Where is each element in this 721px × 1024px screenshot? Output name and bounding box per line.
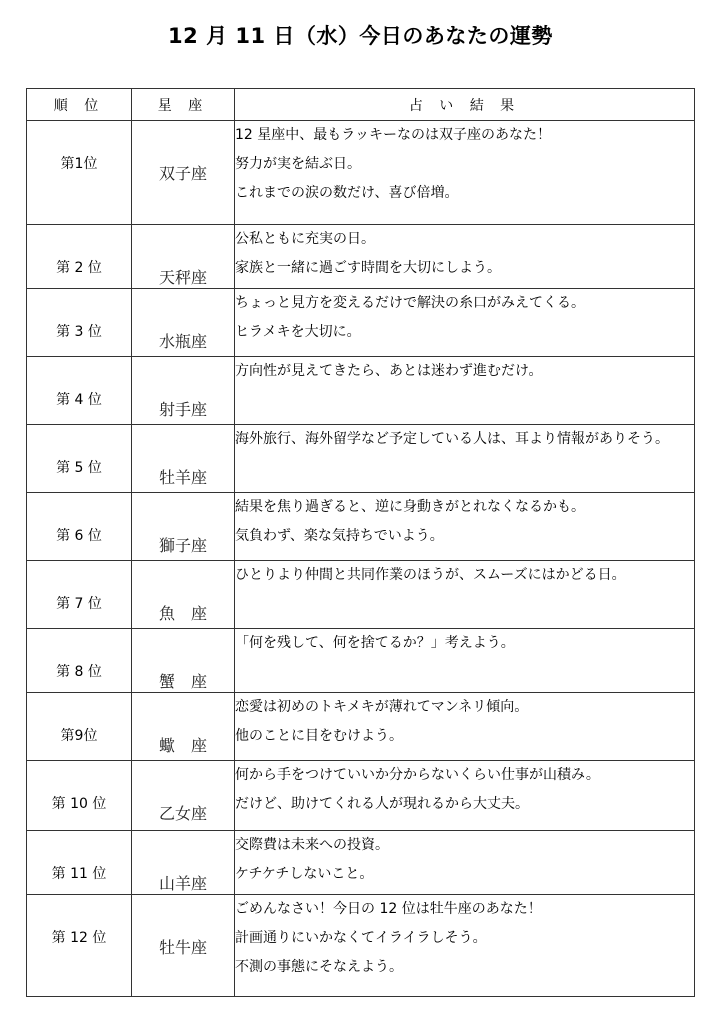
result-line: ケチケチしないこと。 [235,866,374,882]
table-row [27,121,695,225]
rank-label: 第 2 位 [56,260,102,276]
rank-cell [27,831,132,895]
result-line: 恋愛は初めのトキメキが薄れてマンネリ傾向。 [235,699,529,715]
sign-cell [132,425,235,493]
result-line: だけど、助けてくれる人が現れるから大丈夫。 [235,796,529,812]
rank-cell [27,121,132,225]
table-row [27,357,695,425]
sign-label: 乙女座 [158,804,207,823]
result-cell [235,289,695,357]
result-line: 計画通りにいかなくてイライラしそう。 [235,930,487,946]
rank-label: 第 12 位 [51,930,107,946]
sign-label: 蠍 座 [158,736,207,755]
result-line: 何から手をつけていいか分からないくらい仕事が山積み。 [235,767,600,783]
result-line: 交際費は未来への投資。 [235,837,389,853]
result-cell [235,761,695,831]
result-line: 結果を焦り過ぎると、逆に身動きがとれなくなるかも。 [235,499,585,515]
result-cell [235,425,695,493]
result-line: 不測の事態にそなえよう。 [235,959,403,975]
rank-cell [27,693,132,761]
rank-cell [27,225,132,289]
sign-label: 牡牛座 [158,938,207,957]
sign-cell [132,121,235,225]
rank-cell [27,895,132,997]
rank-label: 第 11 位 [51,866,107,882]
rank-cell [27,629,132,693]
header-sign: 星 座 [132,89,235,121]
sign-cell [132,629,235,693]
table-row [27,629,695,693]
result-line: ちょっと見方を変えるだけで解決の糸口がみえてくる。 [235,295,585,311]
result-cell [235,561,695,629]
table-row [27,561,695,629]
header-result: 占 い 結 果 [235,89,695,121]
rank-cell [27,357,132,425]
rank-label: 第 5 位 [56,460,102,476]
result-cell [235,831,695,895]
sign-label: 射手座 [158,400,207,419]
sign-cell [132,761,235,831]
page-title: 12 月 11 日（水）今日のあなたの運勢 [168,24,553,48]
sign-cell [132,895,235,997]
result-line: 12 星座中、最もラッキーなのは双子座のあなた！ [235,127,551,143]
table-row [27,831,695,895]
result-line: 他のことに目をむけよう。 [235,728,403,744]
rank-cell [27,425,132,493]
result-cell [235,693,695,761]
sign-label: 牡羊座 [158,468,207,487]
result-cell [235,357,695,425]
result-cell [235,225,695,289]
result-line: ヒラメキを大切に。 [235,324,361,340]
rank-cell [27,561,132,629]
sign-cell [132,357,235,425]
rank-cell [27,761,132,831]
table-row [27,895,695,997]
rank-label: 第 7 位 [56,596,102,612]
rank-label: 第 3 位 [56,324,102,340]
result-cell [235,493,695,561]
result-line: 海外旅行、海外留学など予定している人は、耳より情報がありそう。 [235,431,669,447]
rank-cell [27,493,132,561]
table-row [27,425,695,493]
sign-label: 獅子座 [158,536,207,555]
sign-cell [132,493,235,561]
sign-cell [132,693,235,761]
fortune-table [26,88,695,997]
result-line: これまでの涙の数だけ、喜び倍増。 [235,185,459,201]
result-line: 家族と一緒に過ごす時間を大切にしよう。 [235,260,501,276]
sign-label: 山羊座 [158,874,207,893]
sign-label: 魚 座 [158,604,207,623]
sign-label: 天秤座 [158,268,207,287]
table-row [27,493,695,561]
header-rank: 順 位 [27,89,132,121]
rank-label: 第 6 位 [56,528,102,544]
result-line: 「何を残して、何を捨てるか？」考えよう。 [235,635,515,651]
result-line: 努力が実を結ぶ日。 [235,156,361,172]
result-line: ひとりより仲間と共同作業のほうが、スムーズにはかどる日。 [235,567,626,583]
sign-cell [132,831,235,895]
sign-cell [132,289,235,357]
rank-label: 第 8 位 [56,664,102,680]
sign-cell [132,561,235,629]
table-row [27,761,695,831]
rank-cell [27,289,132,357]
sign-cell [132,225,235,289]
sign-label: 水瓶座 [158,332,207,351]
table-row [27,693,695,761]
rank-label: 第1位 [60,156,98,172]
table-header-row [27,89,695,121]
result-cell [235,895,695,997]
sign-label: 蟹 座 [158,672,207,691]
result-line: 公私ともに充実の日。 [235,231,375,247]
table-row [27,225,695,289]
result-line: ごめんなさい！今日の 12 位は牡牛座のあなた！ [235,901,542,917]
table-row [27,289,695,357]
result-line: 気負わず、楽な気持ちでいよう。 [235,528,444,544]
rank-label: 第9位 [60,728,98,744]
rank-label: 第 10 位 [51,796,107,812]
result-cell [235,121,695,225]
result-cell [235,629,695,693]
rank-label: 第 4 位 [56,392,102,408]
result-line: 方向性が見えてきたら、あとは迷わず進むだけ。 [235,363,543,379]
sign-label: 双子座 [158,164,207,183]
